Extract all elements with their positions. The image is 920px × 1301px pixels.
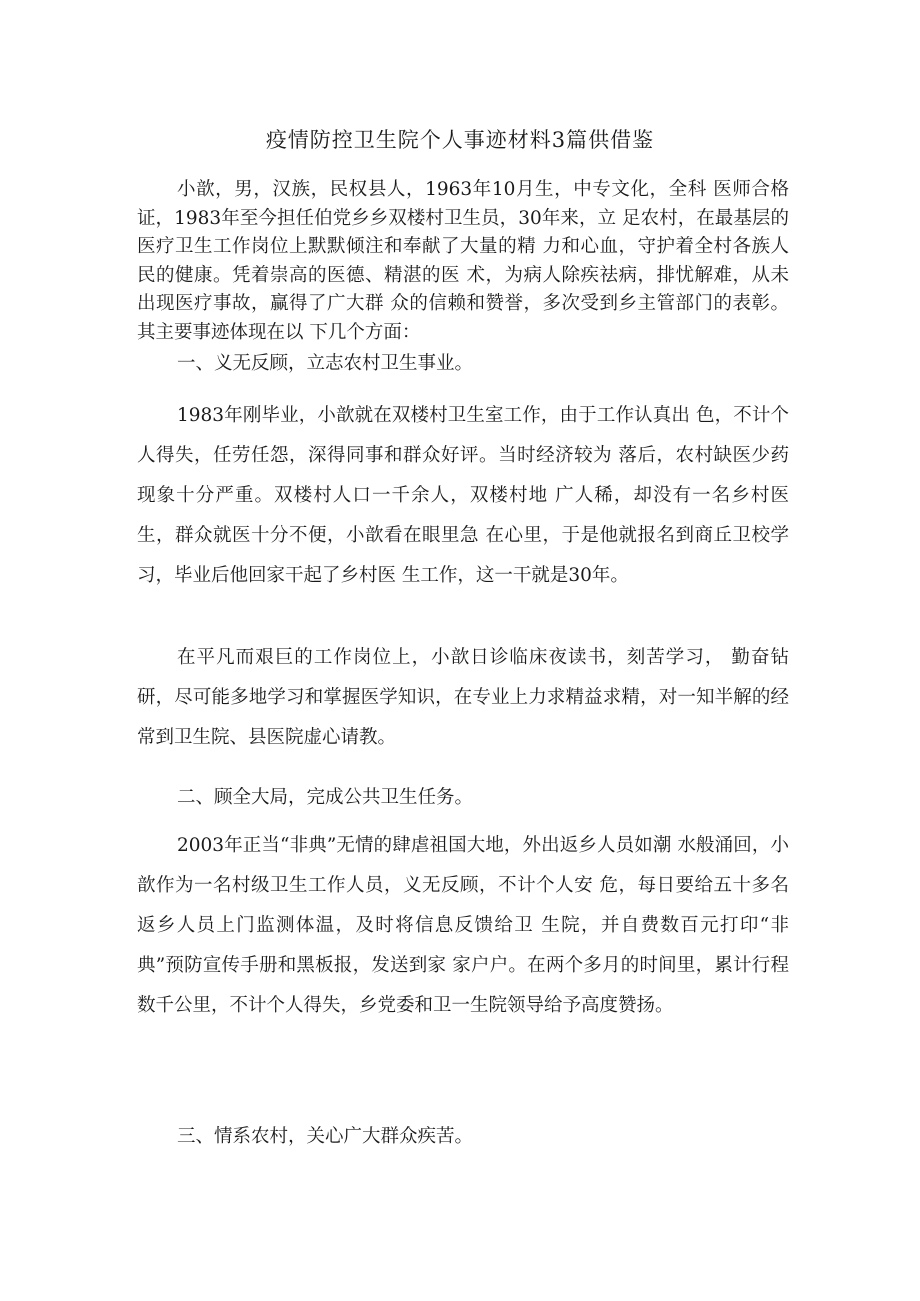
intro-paragraph: 小歆，男，汉族，民权县人，1963年10月生，中专文化，全科 医师合格证，1983年至今担任伯党乡乡双楼村卫生员，30年来，立 足农村，在最基层的医疗卫生工作岗位上默默倾注和奉献了大量的精 力和心血，守护着全村各族人民的健康。凭着崇高的医德、精湛的医 术，为病人除疾祛病，排忧解难，从未出现医疗事故，赢得了广大群 众的信赖和赞誉，多次受到乡主管部门的表彰。其主要事迹体现在以 下几个方面： xyxy=(137,179,789,343)
section-2-paragraph-1: 2003年正当“非典”无情的肆虐祖国大地，外出返乡人员如潮 水般涌回，小歆作为一名村级卫生工作人员，义无反顾，不计个人安 危，每日要给五十多名返乡人员上门监测体温，及时将信息反馈给卫 生院，并自费数百元打印“非典”预防宣传手册和黑板报，发送到家 家户户。在两个多月的时间里，累计行程数千公里，不计个人得失，乡党委和卫一生院领导给予高度赞扬。 xyxy=(137,835,789,1016)
document-title: 疫情防控卫生院个人事迹材料3篇供借鉴 xyxy=(265,128,655,152)
section-1-paragraph-2: 在平凡而艰巨的工作岗位上，小歆日诊临床夜读书，刻苦学习， 勤奋钻研，尽可能多地学习和掌握医学知识，在专业上力求精益求精，对一知半解的经常到卫生院、县医院虚心请教。 xyxy=(137,647,789,748)
section-heading-2: 二、顾全大局，完成公共卫生任务。 xyxy=(177,787,474,808)
section-heading-1: 一、义无反顾，立志农村卫生事业。 xyxy=(177,353,474,374)
section-1-paragraph-1: 1983年刚毕业，小歆就在双楼村卫生室工作，由于工作认真出 色，不计个人得失，任劳任怨，深得同事和群众好评。当时经济较为 落后，农村缺医少药现象十分严重。双楼村人口一千余人，双楼村地 广人稀，却没有一名乡村医生，群众就医十分不便，小歆看在眼里急 在心里，于是他就报名到商丘卫校学习，毕业后他回家干起了乡村医 生工作，这一干就是30年。 xyxy=(137,405,789,586)
section-heading-3: 三、情系农村，关心广大群众疾苦。 xyxy=(177,1126,474,1147)
